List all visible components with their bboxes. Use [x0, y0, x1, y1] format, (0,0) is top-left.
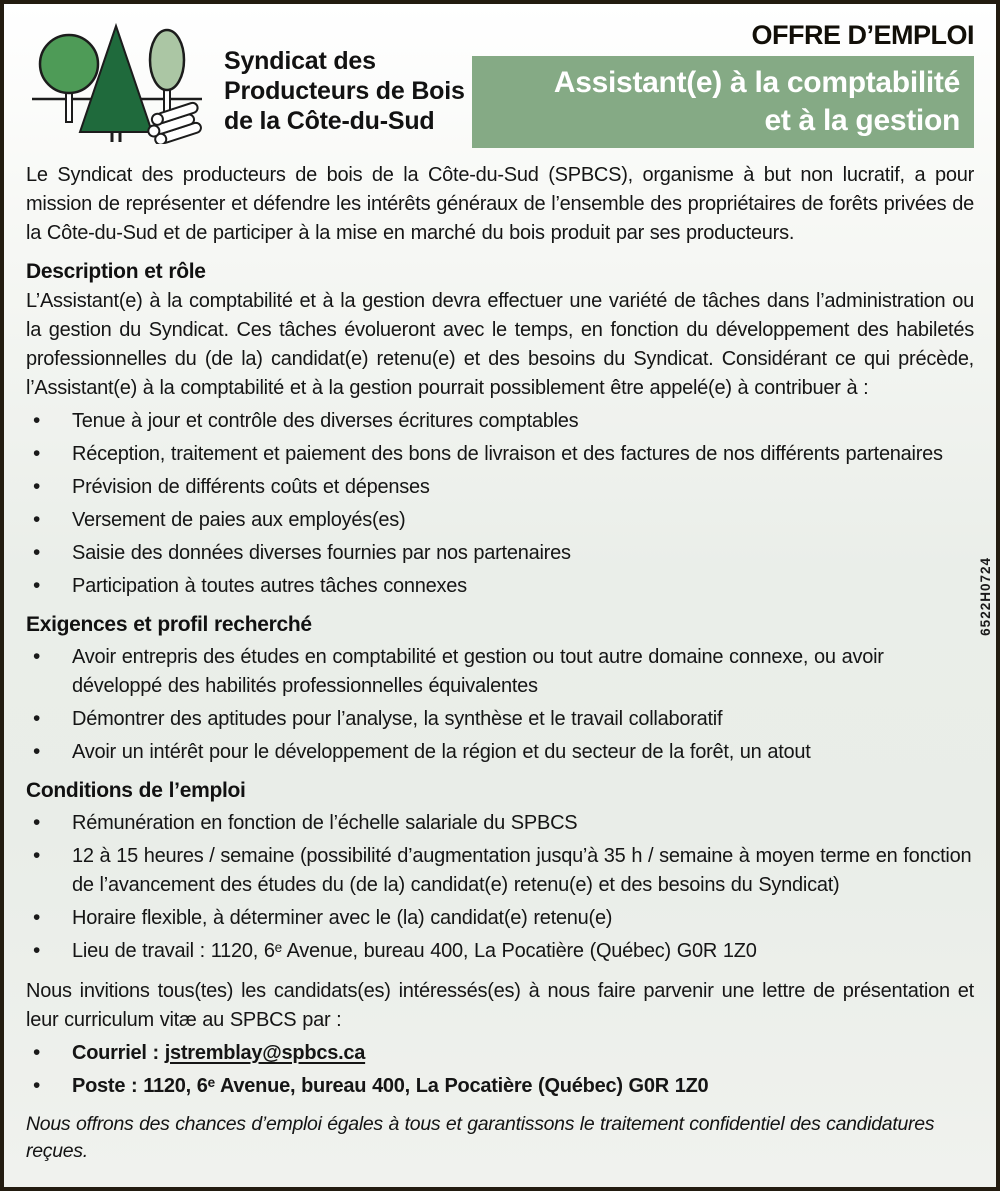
bullet-dot-icon: • — [33, 645, 41, 668]
section-heading: Conditions de l’emploi — [26, 779, 246, 802]
bullet-dot-icon: • — [33, 844, 41, 867]
bullet-dot-icon: • — [33, 811, 41, 834]
section — [26, 776, 974, 966]
contact-item — [26, 1039, 974, 1068]
bullet-item — [26, 904, 974, 933]
bullet-dot-icon: • — [33, 939, 41, 962]
bullet-text: 12 à 15 heures / semaine (possibilité d’augmentation jusqu’à 35 h / semaine à moyen terme en fonction de l’avancement des études du (de la) candidat(e) retenu(e) et des besoins du Syndicat) — [72, 845, 972, 896]
bullet-dot-icon: • — [33, 1041, 41, 1064]
contact-label: Poste : — [72, 1075, 138, 1097]
header — [26, 20, 974, 148]
intro-paragraph: Le Syndicat des producteurs de bois de la Côte-du-Sud (SPBCS), organisme à but non lucratif, a pour mission de représenter et défendre les intérêts généraux de l’ensemble des propriétaires de forêts privées de la Côte-du-Sud et de participer à la mise en marché du bois produit par ses producteurs. — [26, 164, 974, 244]
bullet-item — [26, 506, 974, 535]
bullet-text: Participation à toutes autres tâches connexes — [72, 575, 467, 597]
org-name-line: de la Côte-du-Sud — [224, 107, 435, 135]
email-link[interactable]: jstremblay@spbcs.ca — [164, 1042, 366, 1064]
bullet-list — [26, 407, 974, 601]
bullet-text: Avoir entrepris des études en comptabilité et gestion ou tout autre domaine connexe, ou avoir développé des habilités professionnelles équivalentes — [72, 646, 884, 697]
section — [26, 610, 974, 767]
job-title-banner — [472, 56, 974, 148]
contact-item — [26, 1072, 974, 1101]
bullet-dot-icon: • — [33, 442, 41, 465]
job-title-line: Assistant(e) à la comptabilité — [553, 66, 960, 99]
offer-label: OFFRE D’EMPLOI — [751, 20, 974, 50]
contact-label: Courriel : — [72, 1042, 159, 1064]
contact-text — [72, 1075, 708, 1097]
bullet-item — [26, 643, 974, 701]
bullet-text: Tenue à jour et contrôle des diverses écritures comptables — [72, 410, 579, 432]
bullet-item — [26, 539, 974, 568]
section-paragraph: L’Assistant(e) à la comptabilité et à la gestion devra effectuer une variété de tâches dans l’administration ou la gestion du Syndicat. Ces tâches évolueront avec le temps, en fonction du développement des habiletés professionnelles du (de la) candidat(e) retenu(e) et des besoins du Syndicat. Considérant ce qui précède, l’Assistant(e) à la comptabilité et à la gestion pourrait possiblement être appelé(e) à contribuer à : — [26, 290, 974, 399]
bullet-dot-icon: • — [33, 508, 41, 531]
job-title-line: et à la gestion — [764, 104, 960, 137]
closing-paragraph: Nous invitions tous(tes) les candidats(es) intéressés(es) à nous faire parvenir une lettre de présentation et leur curriculum vitæ au SPBCS par : — [26, 980, 974, 1031]
bullet-item — [26, 937, 974, 966]
org-name — [224, 46, 465, 136]
bullet-list — [26, 643, 974, 767]
bullet-list — [26, 809, 974, 966]
bullet-dot-icon: • — [33, 409, 41, 432]
bullet-text: Lieu de travail : 1120, 6ᵉ Avenue, bureau 400, La Pocatière (Québec) G0R 1Z0 — [72, 940, 757, 962]
bullet-dot-icon: • — [33, 707, 41, 730]
bullet-dot-icon: • — [33, 906, 41, 929]
header-right — [472, 20, 974, 148]
equal-opportunity-note: Nous offrons des chances d’emploi égales à tous et garantissons le traitement confidentiel des candidatures reçues. — [26, 1113, 935, 1162]
bullet-text: Avoir un intérêt pour le développement de la région et du secteur de la forêt, un atout — [72, 741, 811, 763]
bullet-item — [26, 572, 974, 601]
content — [26, 161, 974, 1165]
bullet-text: Prévision de différents coûts et dépenses — [72, 476, 430, 498]
org-name-line: Producteurs de Bois — [224, 77, 465, 105]
bullet-text: Saisie des données diverses fournies par nos partenaires — [72, 542, 571, 564]
sections — [26, 257, 974, 966]
section-heading: Description et rôle — [26, 260, 206, 283]
section-heading: Exigences et profil recherché — [26, 613, 312, 636]
bullet-text: Rémunération en fonction de l’échelle salariale du SPBCS — [72, 812, 578, 834]
bullet-item — [26, 809, 974, 838]
bullet-dot-icon: • — [33, 574, 41, 597]
oval-tree-icon — [150, 30, 184, 114]
bullet-text: Démontrer des aptitudes pour l’analyse, la synthèse et le travail collaboratif — [72, 708, 723, 730]
bullet-item — [26, 705, 974, 734]
bullet-item — [26, 738, 974, 767]
bullet-item — [26, 440, 974, 469]
bullet-item — [26, 473, 974, 502]
bullet-text: Versement de paies aux employés(es) — [72, 509, 406, 531]
bullet-dot-icon: • — [33, 1074, 41, 1097]
bullet-text: Horaire flexible, à déterminer avec le (la) candidat(e) retenu(e) — [72, 907, 613, 929]
bullet-dot-icon: • — [33, 541, 41, 564]
contact-text — [72, 1042, 365, 1064]
bullet-dot-icon: • — [33, 740, 41, 763]
contact-list — [26, 1039, 974, 1101]
contact-value: 1120, 6ᵉ Avenue, bureau 400, La Pocatière (Québec) G0R 1Z0 — [143, 1075, 709, 1097]
bullet-item — [26, 407, 974, 436]
org-name-line: Syndicat des — [224, 47, 376, 75]
bullet-dot-icon: • — [33, 475, 41, 498]
bullet-text: Réception, traitement et paiement des bons de livraison et des factures de nos différents partenaires — [72, 443, 943, 465]
logs-icon — [144, 101, 205, 144]
bullet-item — [26, 842, 974, 900]
section — [26, 257, 974, 601]
trees-and-logs-icon — [30, 20, 206, 144]
ad-reference-code: 6522H0724 — [978, 557, 993, 636]
